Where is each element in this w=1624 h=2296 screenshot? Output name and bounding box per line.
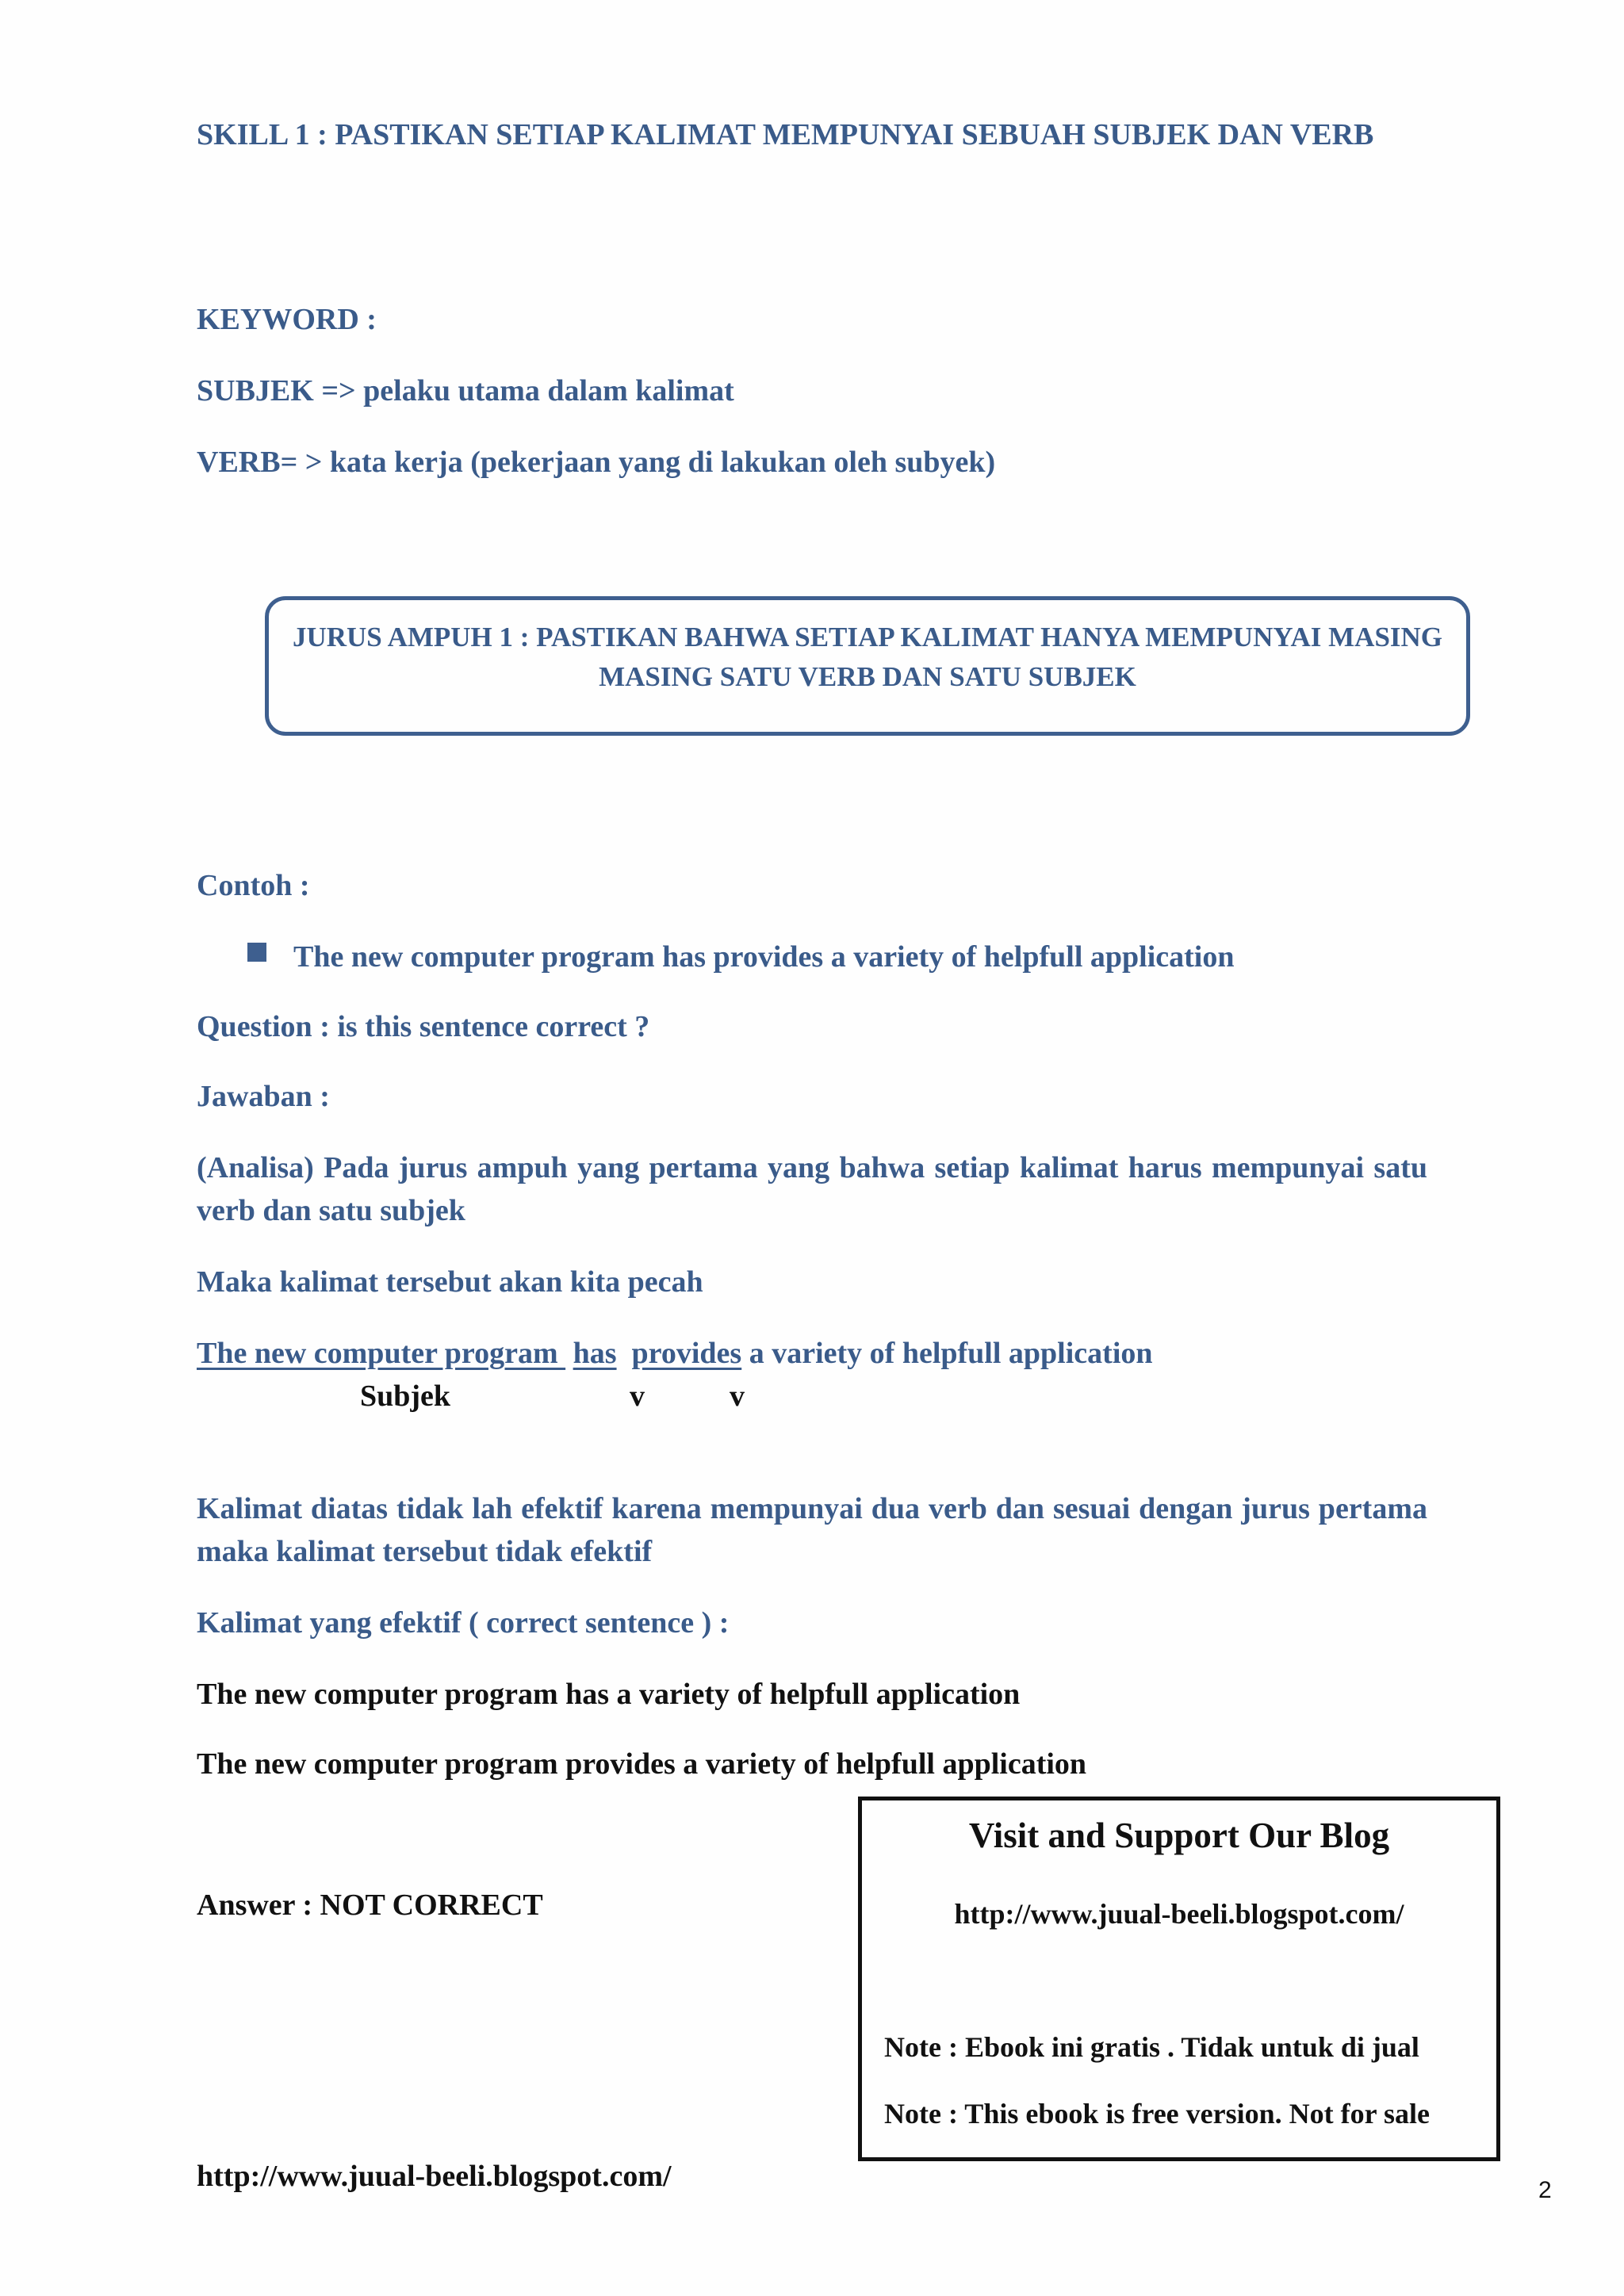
kalimat-efektif-label: Kalimat yang efektif ( correct sentence ) : (197, 1606, 730, 1640)
bullet-square-icon (247, 943, 266, 962)
label-subjek: Subjek (360, 1380, 451, 1413)
promo-title: Visit and Support Our Blog (968, 1816, 1390, 1855)
analisa-paragraph: (Analisa) Pada jurus ampuh yang pertama yang bahwa setiap kalimat harus mempunyai satu verb dan satu subjek (197, 1151, 1427, 1227)
jawaban-label: Jawaban : (197, 1080, 330, 1113)
breakdown-subject: The new computer program (197, 1337, 566, 1370)
page-number: 2 (1538, 2177, 1552, 2203)
jurus-ampuh-text: JURUS AMPUH 1 : PASTIKAN BAHWA SETIAP KALIMAT HANYA MEMPUNYAI MASING MASING SATU VERB DAN SATU SUBJEK (292, 622, 1443, 692)
example-sentence: The new computer program has provides a variety of helpfull application (293, 940, 1235, 974)
label-verb-1: v (630, 1380, 645, 1413)
question-text: Question : is this sentence correct ? (197, 1010, 650, 1043)
page-heading: SKILL 1 : PASTIKAN SETIAP KALIMAT MEMPUNYAI SEBUAH SUBJEK DAN VERB (197, 118, 1374, 151)
promo-box (858, 1797, 1500, 2161)
promo-note-english: Note : This ebook is free version. Not for sale (884, 2098, 1430, 2130)
breakdown-verb-1: has (573, 1337, 617, 1370)
answer-text: Answer : NOT CORRECT (197, 1888, 543, 1922)
footer-url[interactable]: http://www.juual-beeli.blogspot.com/ (197, 2160, 672, 2193)
keyword-label: KEYWORD : (197, 303, 377, 336)
jurus-ampuh-box (265, 596, 1470, 736)
maka-text: Maka kalimat tersebut akan kita pecah (197, 1265, 703, 1299)
verb-definition: VERB= > kata kerja (pekerjaan yang di lakukan oleh subyek) (197, 446, 996, 479)
correct-sentence-1: The new computer program has a variety of helpfull application (197, 1678, 1021, 1711)
promo-note-indonesian: Note : Ebook ini gratis . Tidak untuk di jual (884, 2031, 1419, 2063)
subjek-definition: SUBJEK => pelaku utama dalam kalimat (197, 374, 734, 408)
breakdown-verb-2: provides (631, 1337, 742, 1370)
breakdown-rest: a variety of helpfull application (741, 1337, 1153, 1370)
kalimat-diatas-paragraph: Kalimat diatas tidak lah efektif karena mempunyai dua verb dan sesuai dengan jurus pertama maka kalimat tersebut tidak efektif (197, 1492, 1427, 1568)
sentence-breakdown (197, 1332, 1153, 1375)
correct-sentence-2: The new computer program provides a variety of helpfull application (197, 1747, 1087, 1781)
label-verb-2: v (730, 1380, 745, 1413)
promo-url[interactable]: http://www.juual-beeli.blogspot.com/ (954, 1898, 1404, 1930)
contoh-label: Contoh : (197, 869, 310, 902)
